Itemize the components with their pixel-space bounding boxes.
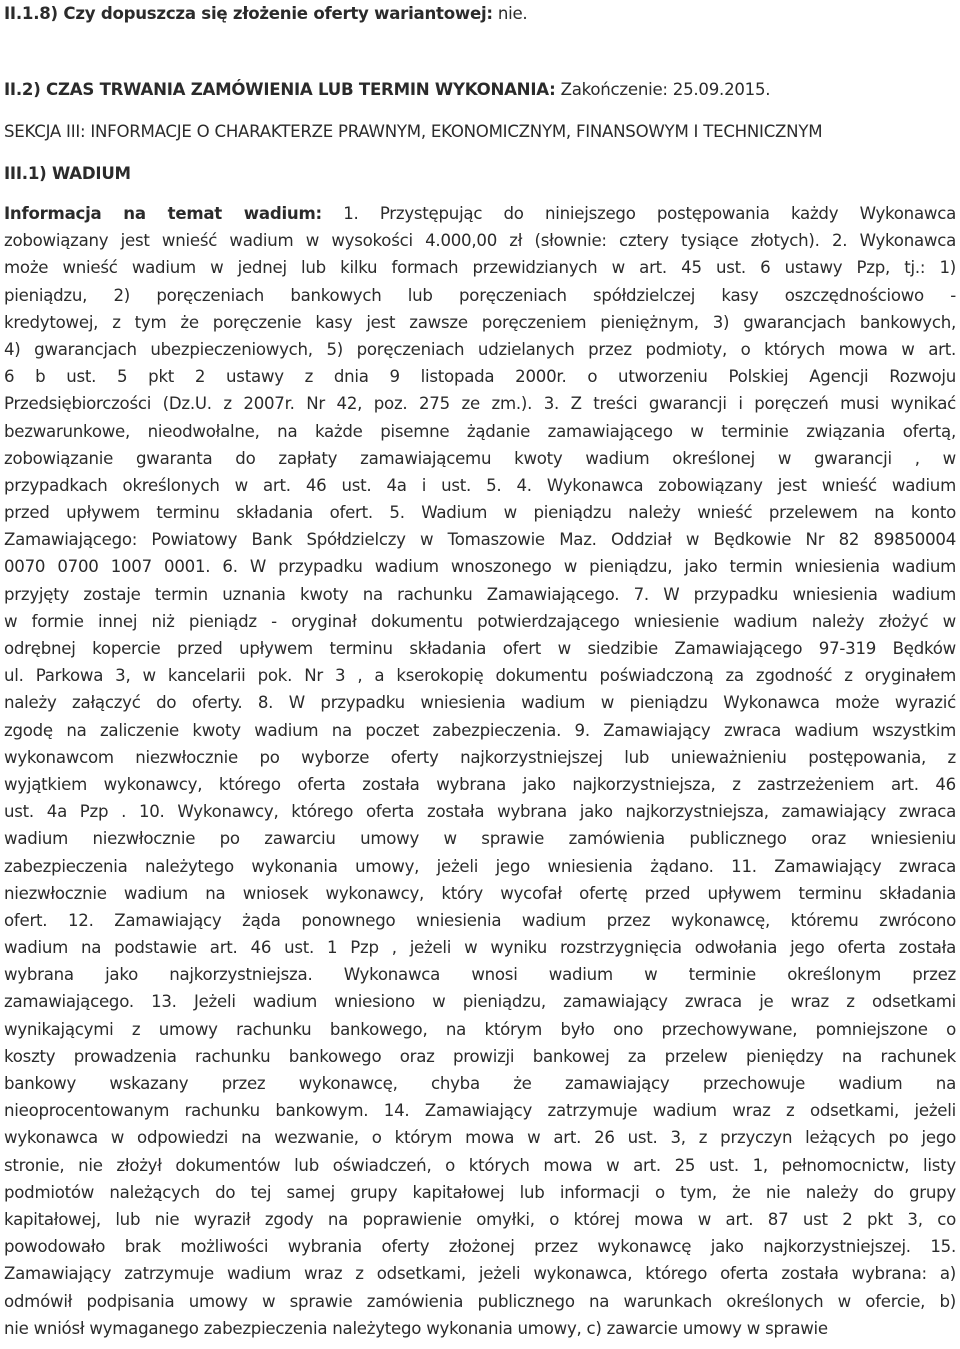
paragraph-line: ust. 4a Pzp . 10. Wykonawcy, którego oferta została wybrana jako najkorzystniejsza, zamawiający zwraca xyxy=(4,802,956,822)
paragraph-line: przed upływem terminu składania ofert. 5. Wadium w pieniądzu należy wnieść przelewem na konto xyxy=(4,503,956,523)
paragraph-line: 6 b ust. 5 pkt 2 ustawy z dnia 9 listopada 2000r. o utworzeniu Polskiej Agencji Rozwoju xyxy=(4,367,956,387)
section-ii-1-8 xyxy=(4,0,956,27)
section-iii-1-heading: III.1) WADIUM xyxy=(4,164,131,183)
paragraph-line: wadium na podstawie art. 46 ust. 1 Pzp , jeżeli w wyniku rozstrzygnięcia odwołania jego oferta została xyxy=(4,938,956,958)
section-label: II.1.8) Czy dopuszcza się złożenie oferty wariantowej: xyxy=(4,4,493,23)
section-value: Zakończenie: 25.09.2015. xyxy=(555,80,771,99)
paragraph-line: ul. Parkowa 3, w kancelarii pok. Nr 3 , a kserokopię dokumentu poświadczoną za zgodność z oryginałem xyxy=(4,666,956,686)
paragraph-line: kredytowej, z tym że poręczenie kasy jest zawsze poręczeniem pieniężnym, 3) gwarancjach bankowych, xyxy=(4,312,956,332)
paragraph-line: pieniądzu, 2) poręczeniach bankowych lub poręczeniach spółdzielczej kasy oszczędnościowo - xyxy=(4,285,956,305)
paragraph-line: podmiotów należących do tej samej grupy kapitałowej lub informacji o tym, że nie należy do grupy xyxy=(4,1182,956,1202)
paragraph-line: nie wniósł wymaganego zabezpieczenia należytego wykonania umowy, c) zawarcie umowy w sprawie xyxy=(4,1318,828,1338)
paragraph-line: odrębnej kopercie przed upływem terminu składania ofert w siedzibie Zamawiającego 97-319 Będków xyxy=(4,639,956,658)
paragraph-line: w formie innej niż pieniądz - oryginał dokumentu potwierdzającego wniesienie wadium należy złożyć w xyxy=(4,611,956,631)
paragraph-line: Przedsiębiorczości (Dz.U. z 2007r. Nr 42, poz. 275 ze zm.). 3. Z treści gwarancji i poręczeń musi wynikać xyxy=(4,394,956,414)
paragraph-line: zobowiązanie gwaranta do zapłaty zamawiającemu kwoty wadium określonej w gwarancji , w xyxy=(4,448,956,468)
paragraph-line: zgodę na zaliczenie kwoty wadium na poczet zabezpieczenia. 9. Zamawiający zwraca wadium wszystkim xyxy=(4,720,956,740)
paragraph-line: stronie, nie złożył dokumentów lub oświadczeń, o których mowa w art. 25 ust. 1, pełnomocnictw, listy xyxy=(4,1155,956,1175)
paragraph-line: zobowiązany jest wnieść wadium w wysokości 4.000,00 zł (słownie: cztery tysiące złotych). 2. Wykonawca xyxy=(4,231,956,251)
paragraph-line: odmówił podpisania umowy w sprawie zamówienia publicznego na warunkach określonych w ofercie, b) xyxy=(4,1291,956,1311)
paragraph-line: należy załączyć do oferty. 8. W przypadku wniesienia wadium w pieniądzu Wykonawca może wyrazić xyxy=(4,693,956,713)
paragraph-line: może wnieść wadium w jednej lub kilku formach przewidzianych w art. 45 ust. 6 ustawy Pzp, tj.: 1) xyxy=(4,258,956,278)
section-iii-title: SEKCJA III: INFORMACJE O CHARAKTERZE PRAWNYM, EKONOMICZNYM, FINANSOWYM I TECHNICZNYM xyxy=(4,122,823,141)
paragraph-line: zabezpieczenia należytego wykonania umowy, jeżeli jego wniesienia żądano. 11. Zamawiający zwraca xyxy=(4,856,956,876)
paragraph-line: przypadkach określonych w art. 46 ust. 4a i ust. 5. 4. Wykonawca zobowiązany jest wnieść wadium xyxy=(4,475,956,495)
paragraph-line: zamawiającego. 13. Jeżeli wadium wniesiono w pieniądzu, zamawiający zwraca je wraz z odsetkami xyxy=(4,992,956,1012)
paragraph-line: wyjątkiem wykonawcy, którego oferta została wybrana jako najkorzystniejsza, z zastrzeżeniem art. 46 xyxy=(4,774,956,794)
paragraph-line: powodowało brak możliwości wybrania oferty złożonej przez wykonawcę jako najkorzystniejszej. 15. xyxy=(4,1237,956,1257)
paragraph-line: Zamawiający zatrzymuje wadium wraz z odsetkami, jeżeli wykonawca, którego oferta została wybrana: a) xyxy=(4,1264,956,1284)
paragraph-line: wykonawcom niezwłocznie po wyborze oferty najkorzystniejszej lub unieważnieniu postępowania, z xyxy=(4,747,956,767)
section-ii-2 xyxy=(4,76,956,103)
section-value: nie. xyxy=(492,4,528,23)
paragraph-line: wykonawca w odpowiedzi na wezwanie, o którym mowa w art. 26 ust. 3, z przyczyn leżących po jego xyxy=(4,1128,956,1148)
paragraph-line: przyjęty zostaje termin uznania kwoty na rachunku Zamawiającego. 7. W przypadku wniesienia wadium xyxy=(4,584,956,604)
paragraph-line: kapitałowej, lub nie wyraził zgody na poprawienie omyłki, o której mowa w art. 87 ust 2 pkt 3, co xyxy=(4,1209,956,1229)
paragraph-line xyxy=(4,200,956,227)
paragraph-line: 0070 0700 1007 0001. 6. W przypadku wadium wnoszonego w pieniądzu, jako termin wniesienia wadium xyxy=(4,557,956,577)
paragraph-line: niezwłocznie wadium na wniosek wykonawcy, który wycofał ofertę przed upływem terminu składania xyxy=(4,883,956,903)
paragraph-line: nieoprocentowanym rachunku bankowym. 14. Zamawiający zatrzymuje wadium wraz z odsetkami, jeżeli xyxy=(4,1101,956,1121)
paragraph-text: 1. Przystępując do niniejszego postępowania każdy Wykonawca xyxy=(321,204,956,223)
paragraph-line: koszty prowadzenia rachunku bankowego oraz prowizji bankowej za przelew pieniędzy na rachunek xyxy=(4,1046,956,1066)
paragraph-line: ofert. 12. Zamawiający żąda ponownego wniesienia wadium przez wykonawcę, któremu zwrócono xyxy=(4,910,956,930)
paragraph-line: wynikającymi z umowy rachunku bankowego, na którym było ono przechowywane, pomniejszone o xyxy=(4,1019,956,1039)
paragraph-line: 4) gwarancjach ubezpieczeniowych, 5) poręczeniach udzielanych przez podmioty, o których mowa w art. xyxy=(4,339,956,359)
section-label: II.2) CZAS TRWANIA ZAMÓWIENIA LUB TERMIN WYKONANIA: xyxy=(4,80,556,99)
wadium-paragraph xyxy=(4,200,956,1342)
paragraph-line: bezwarunkowe, nieodwołalne, na każde pisemne żądanie zamawiającego w terminie związania ofertą, xyxy=(4,421,956,441)
paragraph-line: wadium niezwłocznie po zawarciu umowy w sprawie zamówienia publicznego oraz wniesieniu xyxy=(4,829,956,849)
paragraph-line: bankowy wskazany przez wykonawcę, chyba że zamawiający przechowuje wadium na xyxy=(4,1074,956,1093)
info-label: Informacja na temat wadium: xyxy=(4,204,322,223)
paragraph-line: Zamawiającego: Powiatowy Bank Spółdzielczy w Tomaszowie Maz. Oddział w Będkowie Nr 82 89850004 xyxy=(4,530,956,550)
paragraph-line: wybrana jako najkorzystniejsza. Wykonawca wnosi wadium w terminie określonym przez xyxy=(4,965,956,985)
